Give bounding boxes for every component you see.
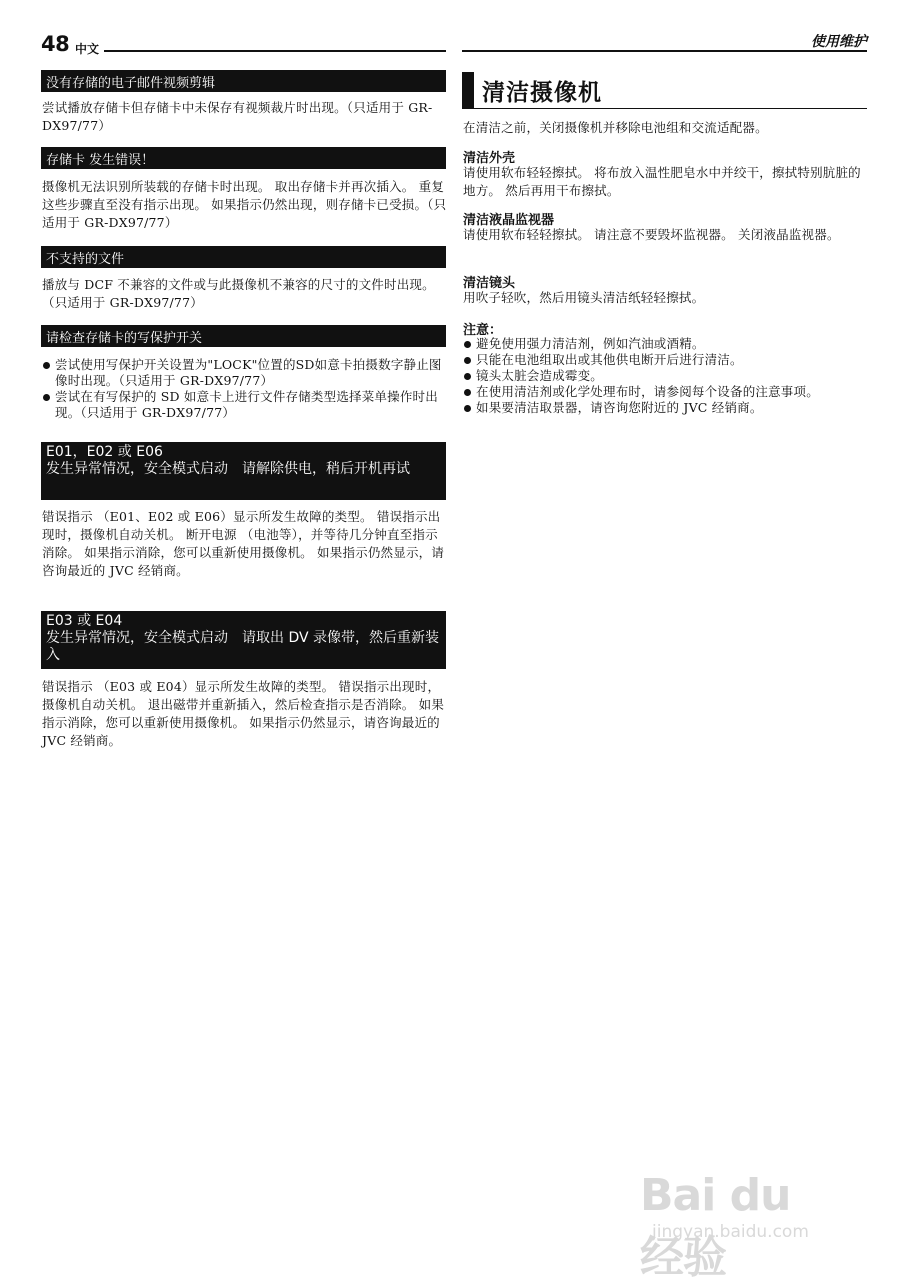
watermark-url: jingyan.baidu.com	[652, 1222, 809, 1242]
note-list	[462, 336, 867, 416]
section-title-card-error: 存储卡 发生错误！	[41, 147, 446, 169]
error-desc-line: 发生异常情况，安全模式启动 请取出 DV 录像带，然后重新装入	[46, 630, 440, 663]
bullet-dot-icon	[464, 357, 471, 364]
cleaning-intro: 在清洁之前，关闭摄像机并移除电池组和交流适配器。	[463, 120, 768, 135]
subhead-housing: 清洁外壳	[463, 151, 516, 166]
list-item: 尝试在有写保护的 SD 如意卡上进行文件存储类型选择菜单操作时出现。（只适用于 GR-DX97/77）	[41, 389, 446, 421]
bullet-dot-icon	[464, 341, 471, 348]
subhead-lcd: 清洁液晶监视器	[463, 213, 555, 228]
text-housing: 请使用软布轻轻擦拭。 将布放入温性肥皂水中并绞干，擦拭特别肮脏的地方。 然后再用干布擦拭。	[463, 165, 861, 198]
baidu-watermark	[640, 1150, 840, 1283]
watermark-logo: Bai du 经验	[640, 1170, 791, 1283]
list-item: 镜头太脏会造成霉变。	[462, 368, 867, 384]
section-title-no-email-clip: 没有存储的电子邮件视频剪辑	[41, 70, 446, 92]
section-title-unsupported-file: 不支持的文件	[41, 246, 446, 268]
text-lens: 用吹子轻吹，然后用镜头清洁纸轻轻擦拭。	[463, 290, 705, 305]
section-text-no-email-clip: 尝试播放存储卡但存储卡中未保存有视频裁片时出现。（只适用于 GR-DX97/77）	[42, 100, 433, 133]
list-item: 只能在电池组取出或其他供电断开后进行清洁。	[462, 352, 867, 368]
header-rule-right	[462, 50, 867, 52]
subhead-lens: 清洁镜头	[463, 276, 516, 291]
list-item: 尝试使用写保护开关设置为"LOCK"位置的SD如意卡拍摄数字静止图像时出现。（只适用于 GR-DX97/77）	[41, 357, 446, 389]
error-code-line: E01，E02 或 E06	[46, 444, 163, 460]
section-text-e03-e04: 错误指示 （E03 或 E04）显示所发生故障的类型。 错误指示出现时，摄像机自动关机。 退出磁带并重新插入，然后检查指示是否消除。 如果指示消除，您可以重新使用摄像机。 如果指示仍然显示，请咨询最近的 JVC 经销商。	[42, 679, 445, 748]
section-title-e03-e04	[41, 611, 446, 669]
heading-title: 清洁摄像机	[482, 80, 602, 106]
section-label: 使用维护	[811, 34, 867, 50]
note-title: 注意：	[463, 323, 503, 338]
section-title-write-protect: 请检查存储卡的写保护开关	[41, 325, 446, 347]
section-text-card-error: 摄像机无法识别所装载的存储卡时出现。 取出存储卡并再次插入。 重复这些步骤直至没有指示出现。 如果指示仍然出现，则存储卡已受损。（只适用于 GR-DX97/77）	[42, 179, 447, 230]
text-lcd: 请使用软布轻轻擦拭。 请注意不要毁坏监视器。 关闭液晶监视器。	[463, 227, 840, 242]
section-title-e01-e02-e06	[41, 442, 446, 500]
error-code-line: E03 或 E04	[46, 613, 123, 629]
list-item: 避免使用强力清洁剂，例如汽油或酒精。	[462, 336, 867, 352]
list-item: 在使用清洁剂或化学处理布时，请参阅每个设备的注意事项。	[462, 384, 867, 400]
bullet-dot-icon	[464, 405, 471, 412]
bullet-dot-icon	[464, 373, 471, 380]
error-desc-line: 发生异常情况，安全模式启动 请解除供电，稍后开机再试	[46, 461, 410, 477]
heading-marker	[462, 72, 474, 108]
page-number: 48	[41, 32, 70, 56]
bullet-dot-icon	[464, 389, 471, 396]
section-text-e01-e02-e06: 错误指示 （E01、E02 或 E06）显示所发生故障的类型。 错误指示出现时，摄像机自动关机。 断开电源 （电池等），并等待几分钟直至指示消除。 如果指示消除，您可以重新使用摄像机。 如果指示仍然显示，请咨询最近的 JVC 经销商。	[42, 509, 445, 578]
write-protect-list	[41, 357, 446, 421]
list-item: 如果要清洁取景器，请咨询您附近的 JVC 经销商。	[462, 400, 867, 416]
bullet-dot-icon	[43, 394, 50, 401]
header-rule-left	[104, 50, 446, 52]
page-language: 中文	[75, 42, 100, 56]
cleaning-heading	[462, 70, 867, 109]
section-text-unsupported-file: 播放与 DCF 不兼容的文件或与此摄像机不兼容的尺寸的文件时出现。（只适用于 GR-DX97/77）	[42, 277, 435, 310]
bullet-dot-icon	[43, 362, 50, 369]
